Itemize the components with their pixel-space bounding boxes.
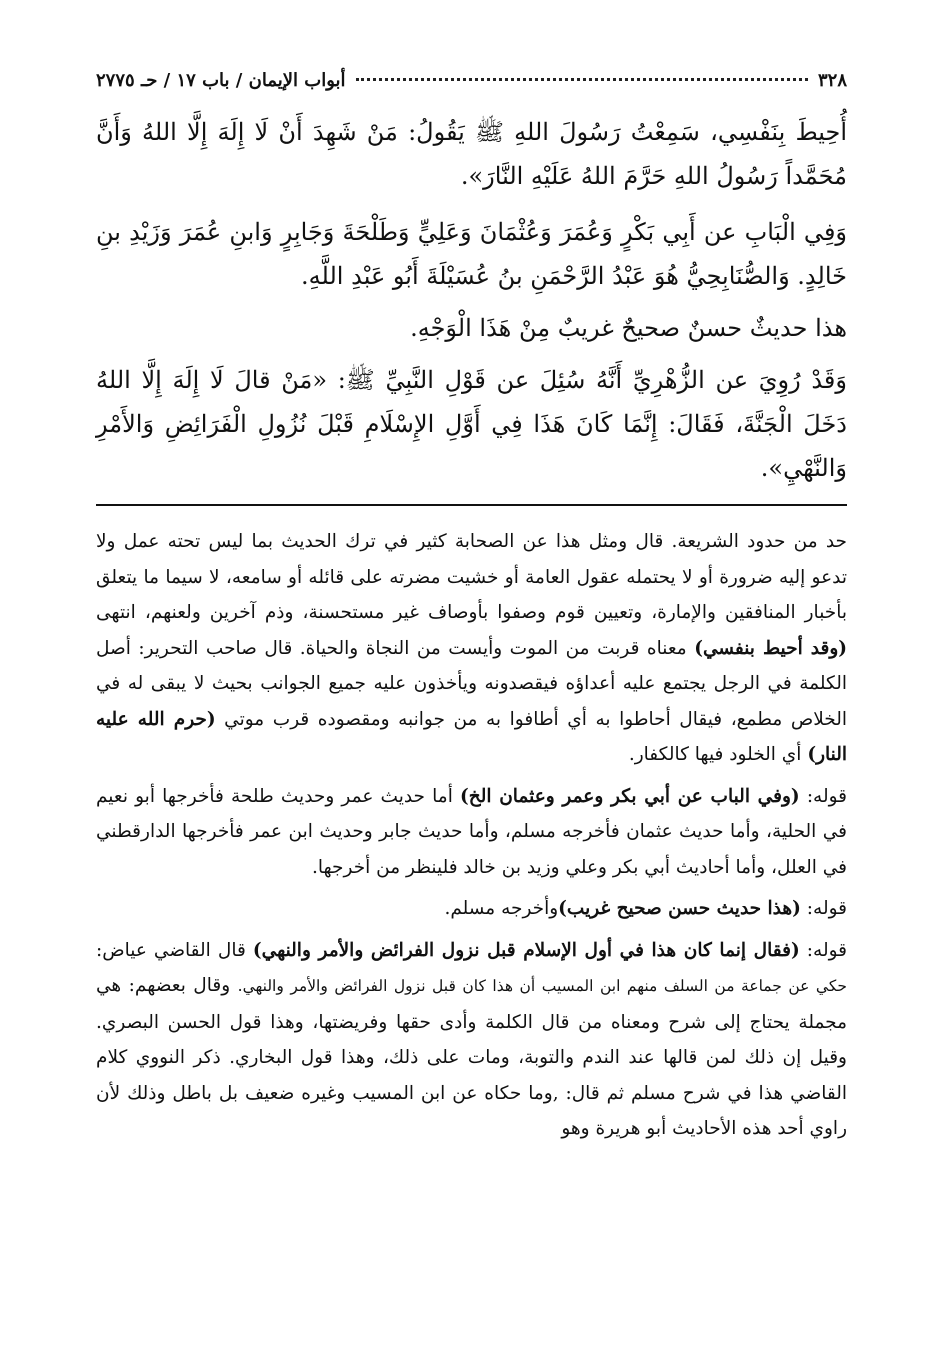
commentary-prefix: قوله: — [806, 939, 847, 961]
main-paragraph-4: وَقَدْ رُوِيَ عن الزُّهْرِيِّ أَنَّهُ سُئِلَ عن قَوْلِ النَّبِيِّ ﷺ: «مَنْ قالَ لَا إِلَهَ إِلَّا اللهُ دَخَلَ الْجَنَّةَ، فَقَالَ: إِنَّمَا كَانَ هَذَا فِي أَوَّلِ الإِسْلَامِ قَبْلَ نُزُولِ الْفَرَائِضِ وَالأَمْرِ وَالنَّهْيِ». — [96, 366, 847, 482]
commentary-text: وقال بعضهم: هي مجملة يحتاج إلى شرح ومعناه من قال الكلمة وأدى حقها وفريضتها، وهذا قول الحسن البصري. وقيل إن ذلك لمن قالها عند الندم والتوبة، ومات على ذلك، وهذا قول البخاري. ذكر النووي كلام القاضي هذا في شرح مسلم ثم قال: ,وما حكاه عن ابن المسيب وغيره ضعيف بل باطل وذلك لأن راوي أحد هذه الأحاديث أبو هريرة وهو — [96, 975, 847, 1139]
quoted-phrase: (هذا حديث حسن صحيح غريب) — [558, 898, 801, 919]
page-number: ٣٢٨ — [817, 70, 847, 91]
commentary-paragraph-2 — [96, 779, 847, 886]
commentary-paragraph-4 — [96, 933, 847, 1147]
quoted-phrase: (فقال إنما كان هذا في أول الإسلام قبل نزول الفرائض والأمر والنهي) — [252, 939, 800, 961]
quoted-report: حكي عن جماعة من السلف منهم ابن المسيب أن هذا كان قبل نزول الفرائض والأمر والنهي. — [237, 977, 847, 995]
main-paragraph-2: وَفِي الْبَابِ عن أَبِي بَكْرٍ وَعُمَرَ وَعُثْمَانَ وَعَلِيٍّ وَطَلْحَةَ وَجَابِرٍ وَابنِ عُمَرَ وَزَيْدِ بنِ خَالِدٍ. وَالصُّنَابِحِيُّ هُوَ عَبْدُ الرَّحْمَنِ بنُ عُسَيْلَةَ أَبُو عَبْدِ اللَّهِ. — [96, 218, 847, 290]
commentary-text: معناه قربت من الموت وأيست من النجاة والحياة. قال صاحب التحرير: أصل الكلمة في الرجل يجتمع عليه أعداؤه فيقصدونه ويأخذون عليه جميع الجوانب بحيث لا يبقى له في الخلاص مطمع، فيقال أحاطوا به أي أطافوا به من جوانبه ومقصوده قرب موتي — [96, 637, 848, 730]
commentary — [96, 524, 847, 1147]
quoted-phrase: (حرم الله عليه النار) — [96, 708, 847, 765]
commentary-text: قال القاضي عياض: — [96, 939, 246, 961]
main-text — [96, 110, 847, 490]
quoted-phrase: (وفي الباب عن أبي بكر وعمر وعثمان الخ) — [460, 785, 800, 807]
main-paragraph-1: أُحِيطَ بِنَفْسِي، سَمِعْتُ رَسُولَ اللهِ ﷺ يَقُولُ: مَنْ شَهِدَ أَنْ لَا إِلَهَ إِلَّا اللهُ وَأَنَّ مُحَمَّداً رَسُولُ اللهِ حَرَّمَ اللهُ عَلَيْهِ النَّارَ». — [96, 118, 847, 190]
commentary-prefix: قوله: — [806, 898, 847, 919]
separator-rule — [96, 504, 847, 506]
header-title: أبواب الإيمان / باب ١٧ / حـ ٢٧٧٥ — [96, 70, 346, 91]
commentary-text: أي الخلود فيها كالكفار. — [628, 744, 802, 765]
commentary-prefix: قوله: — [806, 785, 848, 807]
quoted-phrase: (وقد أحيط بنفسي) — [694, 637, 848, 659]
commentary-text: وأخرجه مسلم. — [444, 898, 559, 919]
main-paragraph-3: هذا حديثٌ حسنٌ صحيحٌ غريبٌ مِنْ هَذَا الْوَجْهِ. — [410, 314, 847, 342]
commentary-text: أما حديث عمر وحديث طلحة فأخرجها أبو نعيم في الحلية، وأما حديث عثمان فأخرجه مسلم، وأما حديث جابر وحديث ابن عمر فأخرجها الدارقطني في العلل، وأما أحاديث أبي بكر وعلي وزيد بن خالد فلينظر من أخرجها. — [96, 785, 847, 878]
commentary-paragraph-3 — [96, 891, 847, 927]
running-header — [96, 70, 847, 110]
commentary-paragraph-1 — [96, 524, 847, 773]
header-dot-leader — [356, 78, 808, 81]
commentary-text: حد من حدود الشريعة. قال ومثل هذا عن الصحابة كثير في ترك الحديث بما ليس تحته عمل ولا تدعو إليه ضرورة أو لا يحتمله عقول العامة أو خشيت مضرته على قائله أو سامعه، لا سيما ما يتعلق بأخبار المنافقين والإمارة، وتعيين قوم وصفوا بأوصاف غير مستحسنة، وذم آخرين ولعنهم، انتهى — [96, 531, 847, 623]
